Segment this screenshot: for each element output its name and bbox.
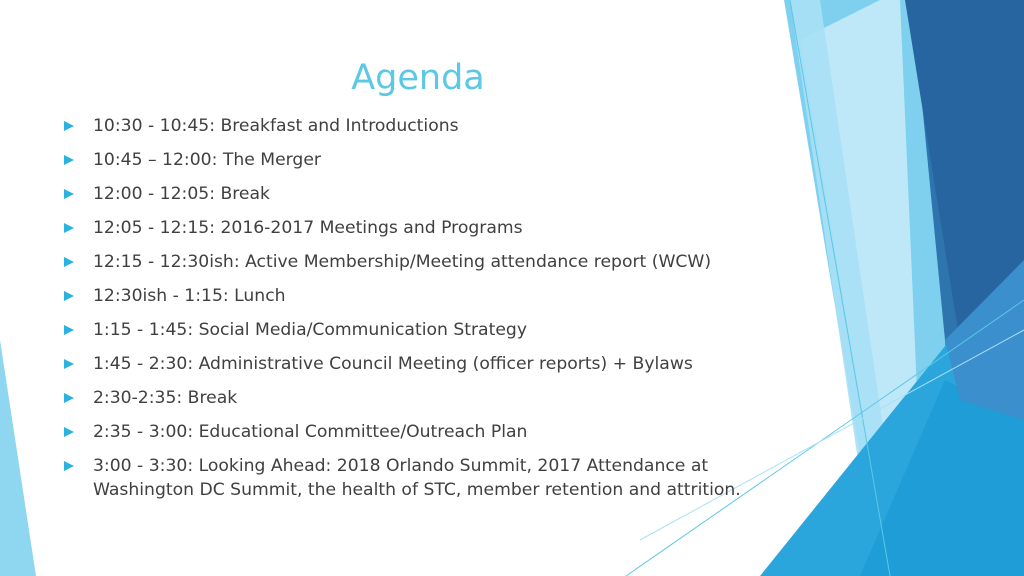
- slide-title: Agenda: [351, 58, 485, 98]
- triangle-right-icon: [64, 189, 74, 199]
- agenda-item: [64, 420, 764, 444]
- agenda-item-text: 12:15 - 12:30ish: Active Membership/Meeting attendance report (WCW): [93, 252, 712, 272]
- agenda-item-text: 10:45 – 12:00: The Merger: [93, 150, 321, 170]
- triangle-right-icon: [64, 121, 74, 131]
- agenda-item: [64, 352, 764, 376]
- agenda-item: [64, 114, 764, 138]
- triangle-right-icon: [64, 223, 74, 233]
- agenda-item: [64, 318, 764, 342]
- agenda-item-text: 1:45 - 2:30: Administrative Council Meeting (officer reports) + Bylaws: [93, 354, 693, 374]
- agenda-item-text: 2:30-2:35: Break: [93, 388, 238, 408]
- agenda-item: [64, 386, 764, 410]
- agenda-item-text: 2:35 - 3:00: Educational Committee/Outreach Plan: [93, 422, 528, 442]
- triangle-right-icon: [64, 393, 74, 403]
- agenda-item-text: 10:30 - 10:45: Breakfast and Introductions: [93, 116, 459, 136]
- agenda-item-text: 12:00 - 12:05: Break: [93, 184, 270, 204]
- left-edge-shape: [0, 340, 36, 576]
- triangle-right-icon: [64, 359, 74, 369]
- triangle-right-icon: [64, 325, 74, 335]
- triangle-right-icon: [64, 291, 74, 301]
- agenda-item: [64, 454, 764, 502]
- agenda-item: [64, 250, 764, 274]
- agenda-item-text: 12:05 - 12:15: 2016-2017 Meetings and Programs: [93, 218, 523, 238]
- agenda-item-text: 1:15 - 1:45: Social Media/Communication Strategy: [93, 320, 527, 340]
- triangle-right-icon: [64, 155, 74, 165]
- triangle-right-icon: [64, 461, 74, 471]
- agenda-item: [64, 148, 764, 172]
- agenda-item-text: 3:00 - 3:30: Looking Ahead: 2018 Orlando Summit, 2017 Attendance at Washington DC Summit, the health of STC, member retention and attrition.: [93, 456, 741, 500]
- triangle-right-icon: [64, 257, 74, 267]
- agenda-item-text: 12:30ish - 1:15: Lunch: [93, 286, 286, 306]
- triangle-right-icon: [64, 427, 74, 437]
- agenda-item: [64, 284, 764, 308]
- agenda-item: [64, 216, 764, 240]
- agenda-list: [64, 114, 764, 512]
- agenda-item: [64, 182, 764, 206]
